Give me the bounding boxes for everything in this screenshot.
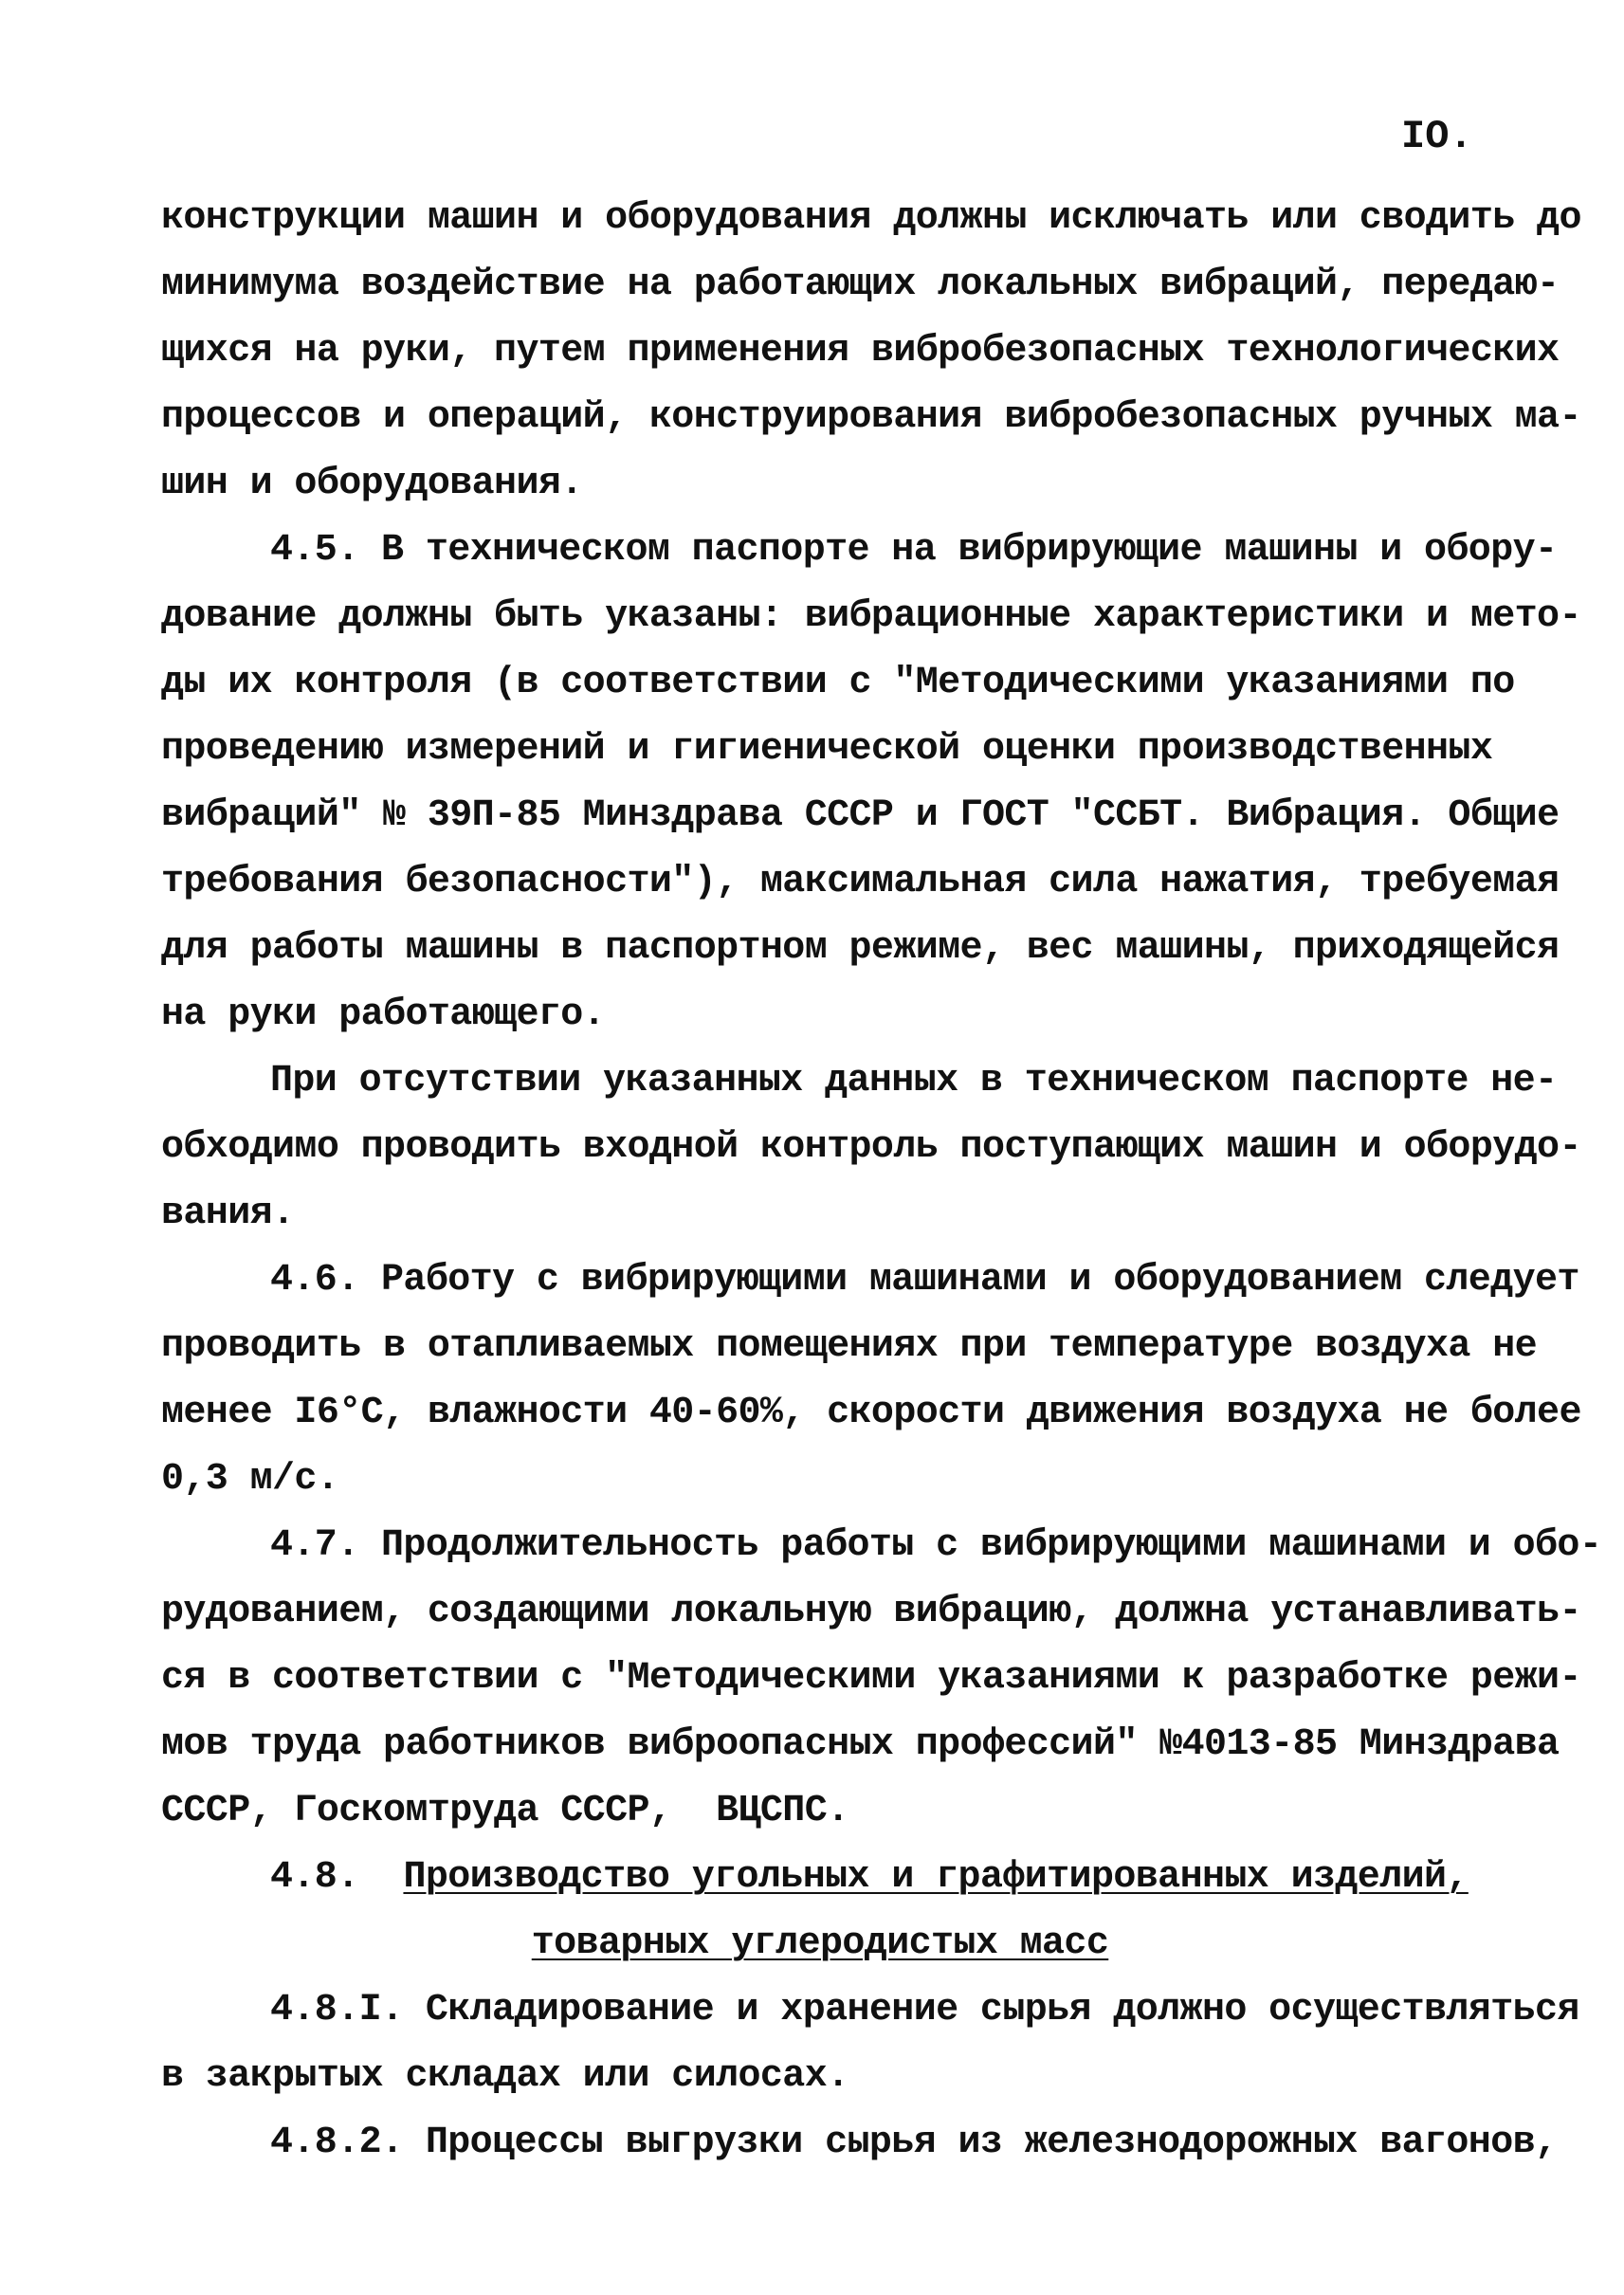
text-line: вания. — [161, 1193, 295, 1235]
text-line: проводить в отапливаемых помещениях при температуре воздуха не — [161, 1325, 1538, 1368]
paragraph-absence-of-data — [161, 1048, 1581, 1248]
text-line: шин и оборудования. — [161, 463, 583, 505]
text-line: 4.5. В техническом паспорте на вибрирующие машины и обору- — [270, 529, 1558, 572]
text-line: 4.7. Продолжительность работы с вибрирующими машинами и обо- — [270, 1524, 1602, 1567]
text-line: проведению измерений и гигиенической оценки производственных — [161, 728, 1493, 771]
text-line: в закрытых складах или силосах. — [161, 2055, 849, 2098]
text-line: требования безопасности"), максимальная сила нажатия, требуемая — [161, 861, 1560, 903]
page-number: IO. — [1401, 114, 1473, 159]
paragraph-4-7 — [161, 1513, 1602, 1845]
text-line: 4.6. Работу с вибрирующими машинами и оборудованием следует — [270, 1259, 1579, 1302]
paragraph-4-6 — [161, 1248, 1581, 1513]
section-title-part-2: товарных углеродистых масс — [531, 1922, 1109, 1965]
text-line: минимума воздействие на работающих локальных вибраций, передаю- — [161, 264, 1560, 306]
section-title-part-1: Производство угольных и графитированных изделий, — [403, 1856, 1469, 1899]
text-line: При отсутствии указанных данных в техническом паспорте не- — [270, 1060, 1558, 1102]
text-line: 0,3 м/с. — [161, 1458, 339, 1501]
text-line: для работы машины в паспортном режиме, вес машины, приходящейся — [161, 927, 1560, 970]
text-line: 4.8.2. Процессы выгрузки сырья из железнодорожных вагонов, — [270, 2122, 1558, 2164]
text-line: конструкции машин и оборудования должны исключать или сводить до — [161, 197, 1581, 240]
text-line: СССР, Госкомтруда СССР, ВЦСПС. — [161, 1790, 849, 1832]
text-line: мов труда работников виброопасных профессий" №4013-85 Минздрава — [161, 1723, 1560, 1766]
section-heading-4-8 — [161, 1845, 1479, 1977]
text-line: 4.8.I. Складирование и хранение сырья должно осуществляться — [270, 1989, 1579, 2031]
document-body — [161, 186, 1602, 2177]
paragraph-continuation — [161, 186, 1581, 518]
text-line: ды их контроля (в соответствии с "Методическими указаниями по — [161, 662, 1515, 704]
text-line: менее I6°С, влажности 40-60%, скорости движения воздуха не более — [161, 1392, 1581, 1434]
paragraph-4-5 — [161, 518, 1581, 1048]
text-line: процессов и операций, конструирования вибробезопасных ручных ма- — [161, 396, 1581, 439]
paragraph-4-8-2 — [161, 2110, 1558, 2177]
text-line: вибраций" № 39П-85 Минздрава СССР и ГОСТ "ССБТ. Вибрация. Общие — [161, 794, 1560, 837]
paragraph-4-8-1 — [161, 1977, 1579, 2110]
text-line: обходимо проводить входной контроль поступающих машин и оборудо- — [161, 1126, 1581, 1169]
section-heading-line — [161, 1845, 1479, 1911]
section-number: 4.8. — [270, 1856, 359, 1899]
text-line: на руки работающего. — [161, 993, 606, 1036]
text-line: рудованием, создающими локальную вибрацию, должна устанавливать- — [161, 1591, 1581, 1633]
text-line: щихся на руки, путем применения вибробезопасных технологических — [161, 330, 1560, 373]
section-heading-line — [161, 1911, 1479, 1977]
text-line: дование должны быть указаны: вибрационные характеристики и мето- — [161, 595, 1581, 638]
text-line: ся в соответствии с "Методическими указаниями к разработке режи- — [161, 1657, 1581, 1700]
